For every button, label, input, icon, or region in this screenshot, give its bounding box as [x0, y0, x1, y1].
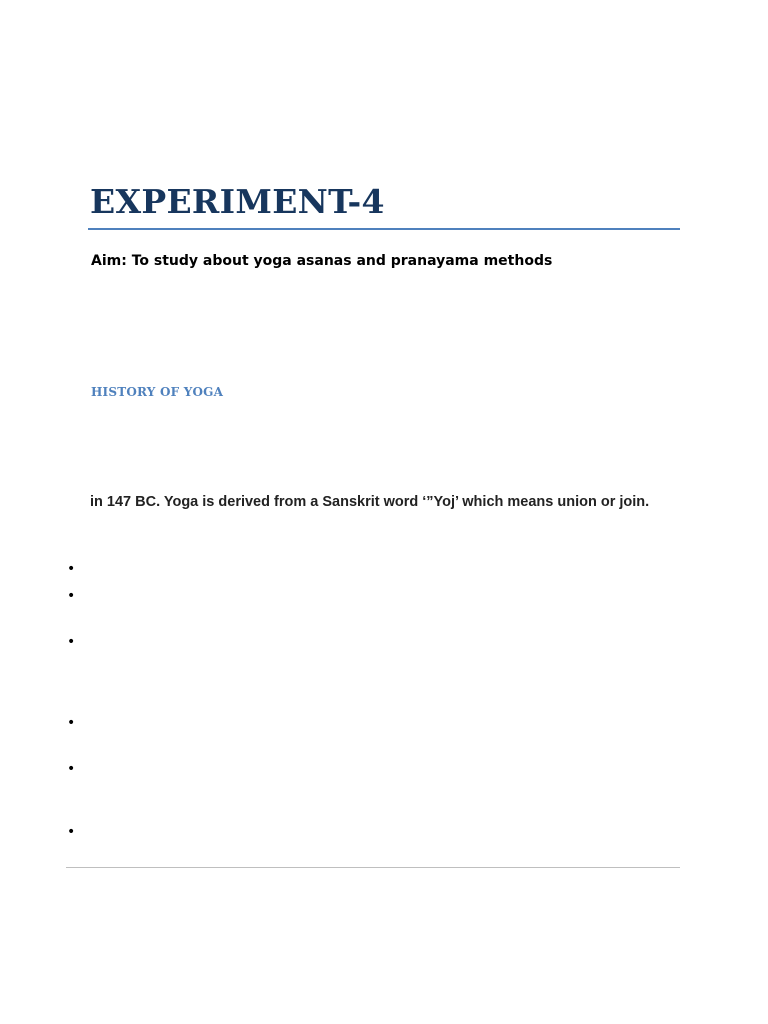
list-bullet: •	[67, 634, 76, 650]
list-bullet: •	[67, 588, 76, 604]
list-bullet: •	[67, 761, 76, 777]
body-paragraph: in 147 BC. Yoga is derived from a Sanskrit word ‘”Yoj’ which means union or join.	[90, 494, 650, 510]
list-bullet: •	[67, 561, 76, 577]
list-bullet: •	[67, 824, 76, 840]
footer-divider	[66, 867, 680, 868]
title-underline	[88, 228, 680, 230]
page-title: EXPERIMENT-4	[90, 182, 385, 221]
section-heading-history: HISTORY OF YOGA	[91, 385, 224, 399]
aim-statement: Aim: To study about yoga asanas and pranayama methods	[91, 253, 553, 269]
list-bullet: •	[67, 715, 76, 731]
